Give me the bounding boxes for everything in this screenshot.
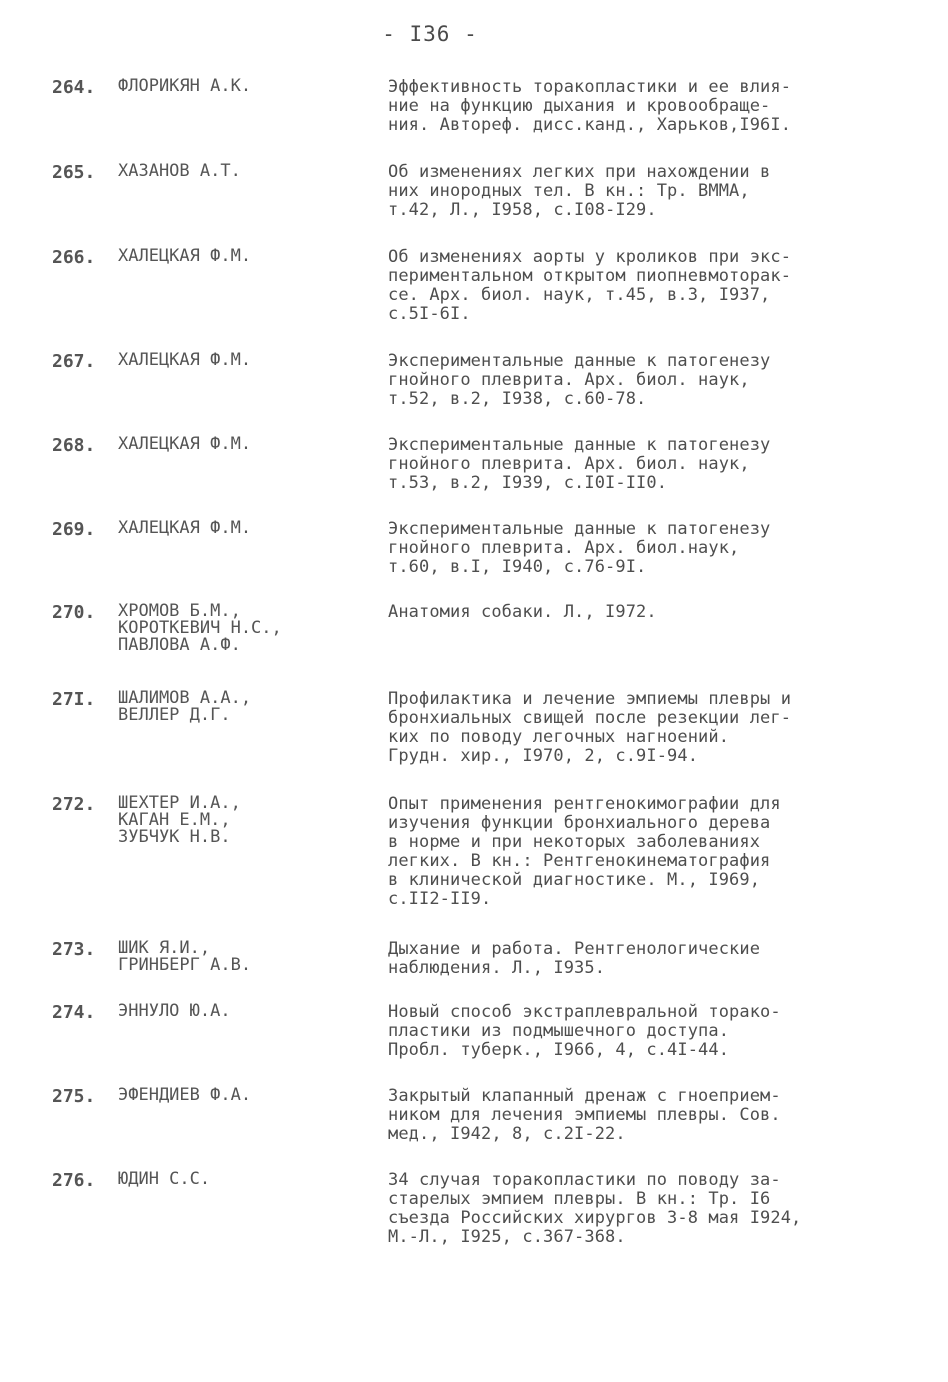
entry-number: 267. [52, 351, 96, 372]
entry-description: Эффективность торакопластики и ее влия- ние на функцию дыхания и кровообраще- ния. Автореф. дисс.канд., Харьков,I96I. [388, 77, 792, 135]
entry-description: Новый способ экстраплевральной торако- пластики из подмышечного доступа. Пробл. туберк., I966, 4, с.4I-44. [388, 1002, 781, 1060]
entry-authors: ЭФЕНДИЕВ Ф.А. [118, 1085, 252, 1105]
entry-description: Экспериментальные данные к патогенезу гнойного плеврита. Арх. биол. наук, т.52, в.2, I938, с.60-78. [388, 351, 771, 409]
entry-authors: ФЛОРИКЯН А.К. [118, 76, 252, 96]
entry-number: 268. [52, 435, 96, 456]
entry-authors: ХАЗАНОВ А.Т. [118, 161, 241, 181]
entry-description: 34 случая торакопластики по поводу за- старелых эмпием плевры. В кн.: Тр. I6 съезда Российских хирургов 3-8 мая I924, М.-Л., I925, с.367-368. [388, 1170, 802, 1247]
entry-number: 270. [52, 602, 96, 623]
entry-authors: ХАЛЕЦКАЯ Ф.М. [118, 350, 252, 370]
entry-number: 266. [52, 247, 96, 268]
entry-authors: ЮДИН С.С. [118, 1169, 211, 1189]
entry-description: Опыт применения рентгенокимографии для изучения функции бронхиального дерева в норме и при некоторых заболеваниях легких. В кн.: Рентгенокинематография в клинической диагностике. М., I969, с.II2-II9. [388, 794, 781, 909]
entry-authors: ХАЛЕЦКАЯ Ф.М. [118, 518, 252, 538]
entry-authors: ШИК Я.И., ГРИНБЕРГ А.В. [118, 938, 252, 975]
entry-number: 264. [52, 77, 96, 98]
entry-description: Экспериментальные данные к патогенезу гнойного плеврита. Арх. биол.наук, т.60, в.I, I940, с.76-9I. [388, 519, 771, 577]
entry-description: Об изменениях легких при нахождении в них инородных тел. В кн.: Тр. ВММА, т.42, Л., I958, с.I08-I29. [388, 162, 771, 220]
entry-authors: ХАЛЕЦКАЯ Ф.М. [118, 246, 252, 266]
entry-number: 274. [52, 1002, 96, 1023]
entry-number: 275. [52, 1086, 96, 1107]
entry-number: 27I. [52, 689, 96, 710]
entry-description: Анатомия собаки. Л., I972. [388, 602, 657, 622]
entry-number: 265. [52, 162, 96, 183]
entry-number: 272. [52, 794, 96, 815]
entry-authors: ЭННУЛО Ю.А. [118, 1001, 231, 1021]
entry-number: 269. [52, 519, 96, 540]
entry-description: Дыхание и работа. Рентгенологические наблюдения. Л., I935. [388, 939, 761, 978]
entry-authors: ХАЛЕЦКАЯ Ф.М. [118, 434, 252, 454]
entry-description: Закрытый клапанный дренаж с гноеприем- ником для лечения эмпиемы плевры. Сов. мед., I942, 8, с.2I-22. [388, 1086, 781, 1144]
entry-number: 276. [52, 1170, 96, 1191]
entry-description: Профилактика и лечение эмпиемы плевры и бронхиальных свищей после резекции лег- ких по поводу легочных нагноений. Грудн. хир., I970, 2, с.9I-94. [388, 689, 792, 766]
entry-authors: ШАЛИМОВ А.А., ВЕЛЛЕР Д.Г. [118, 688, 252, 725]
page-number: - I36 - [382, 22, 478, 46]
entry-authors: ШЕХТЕР И.А., КАГАН Е.М., ЗУБЧУК Н.В. [118, 793, 241, 847]
entry-number: 273. [52, 939, 96, 960]
entry-description: Об изменениях аорты у кроликов при экс- периментальном открытом пиопневмоторак- се. Арх. биол. наук, т.45, в.3, I937, с.5I-6I. [388, 247, 792, 324]
entry-authors: ХРОМОВ Б.М., КОРОТКЕВИЧ Н.С., ПАВЛОВА А.Ф. [118, 601, 282, 655]
entry-description: Экспериментальные данные к патогенезу гнойного плеврита. Арх. биол. наук, т.53, в.2, I939, с.I0I-II0. [388, 435, 771, 493]
